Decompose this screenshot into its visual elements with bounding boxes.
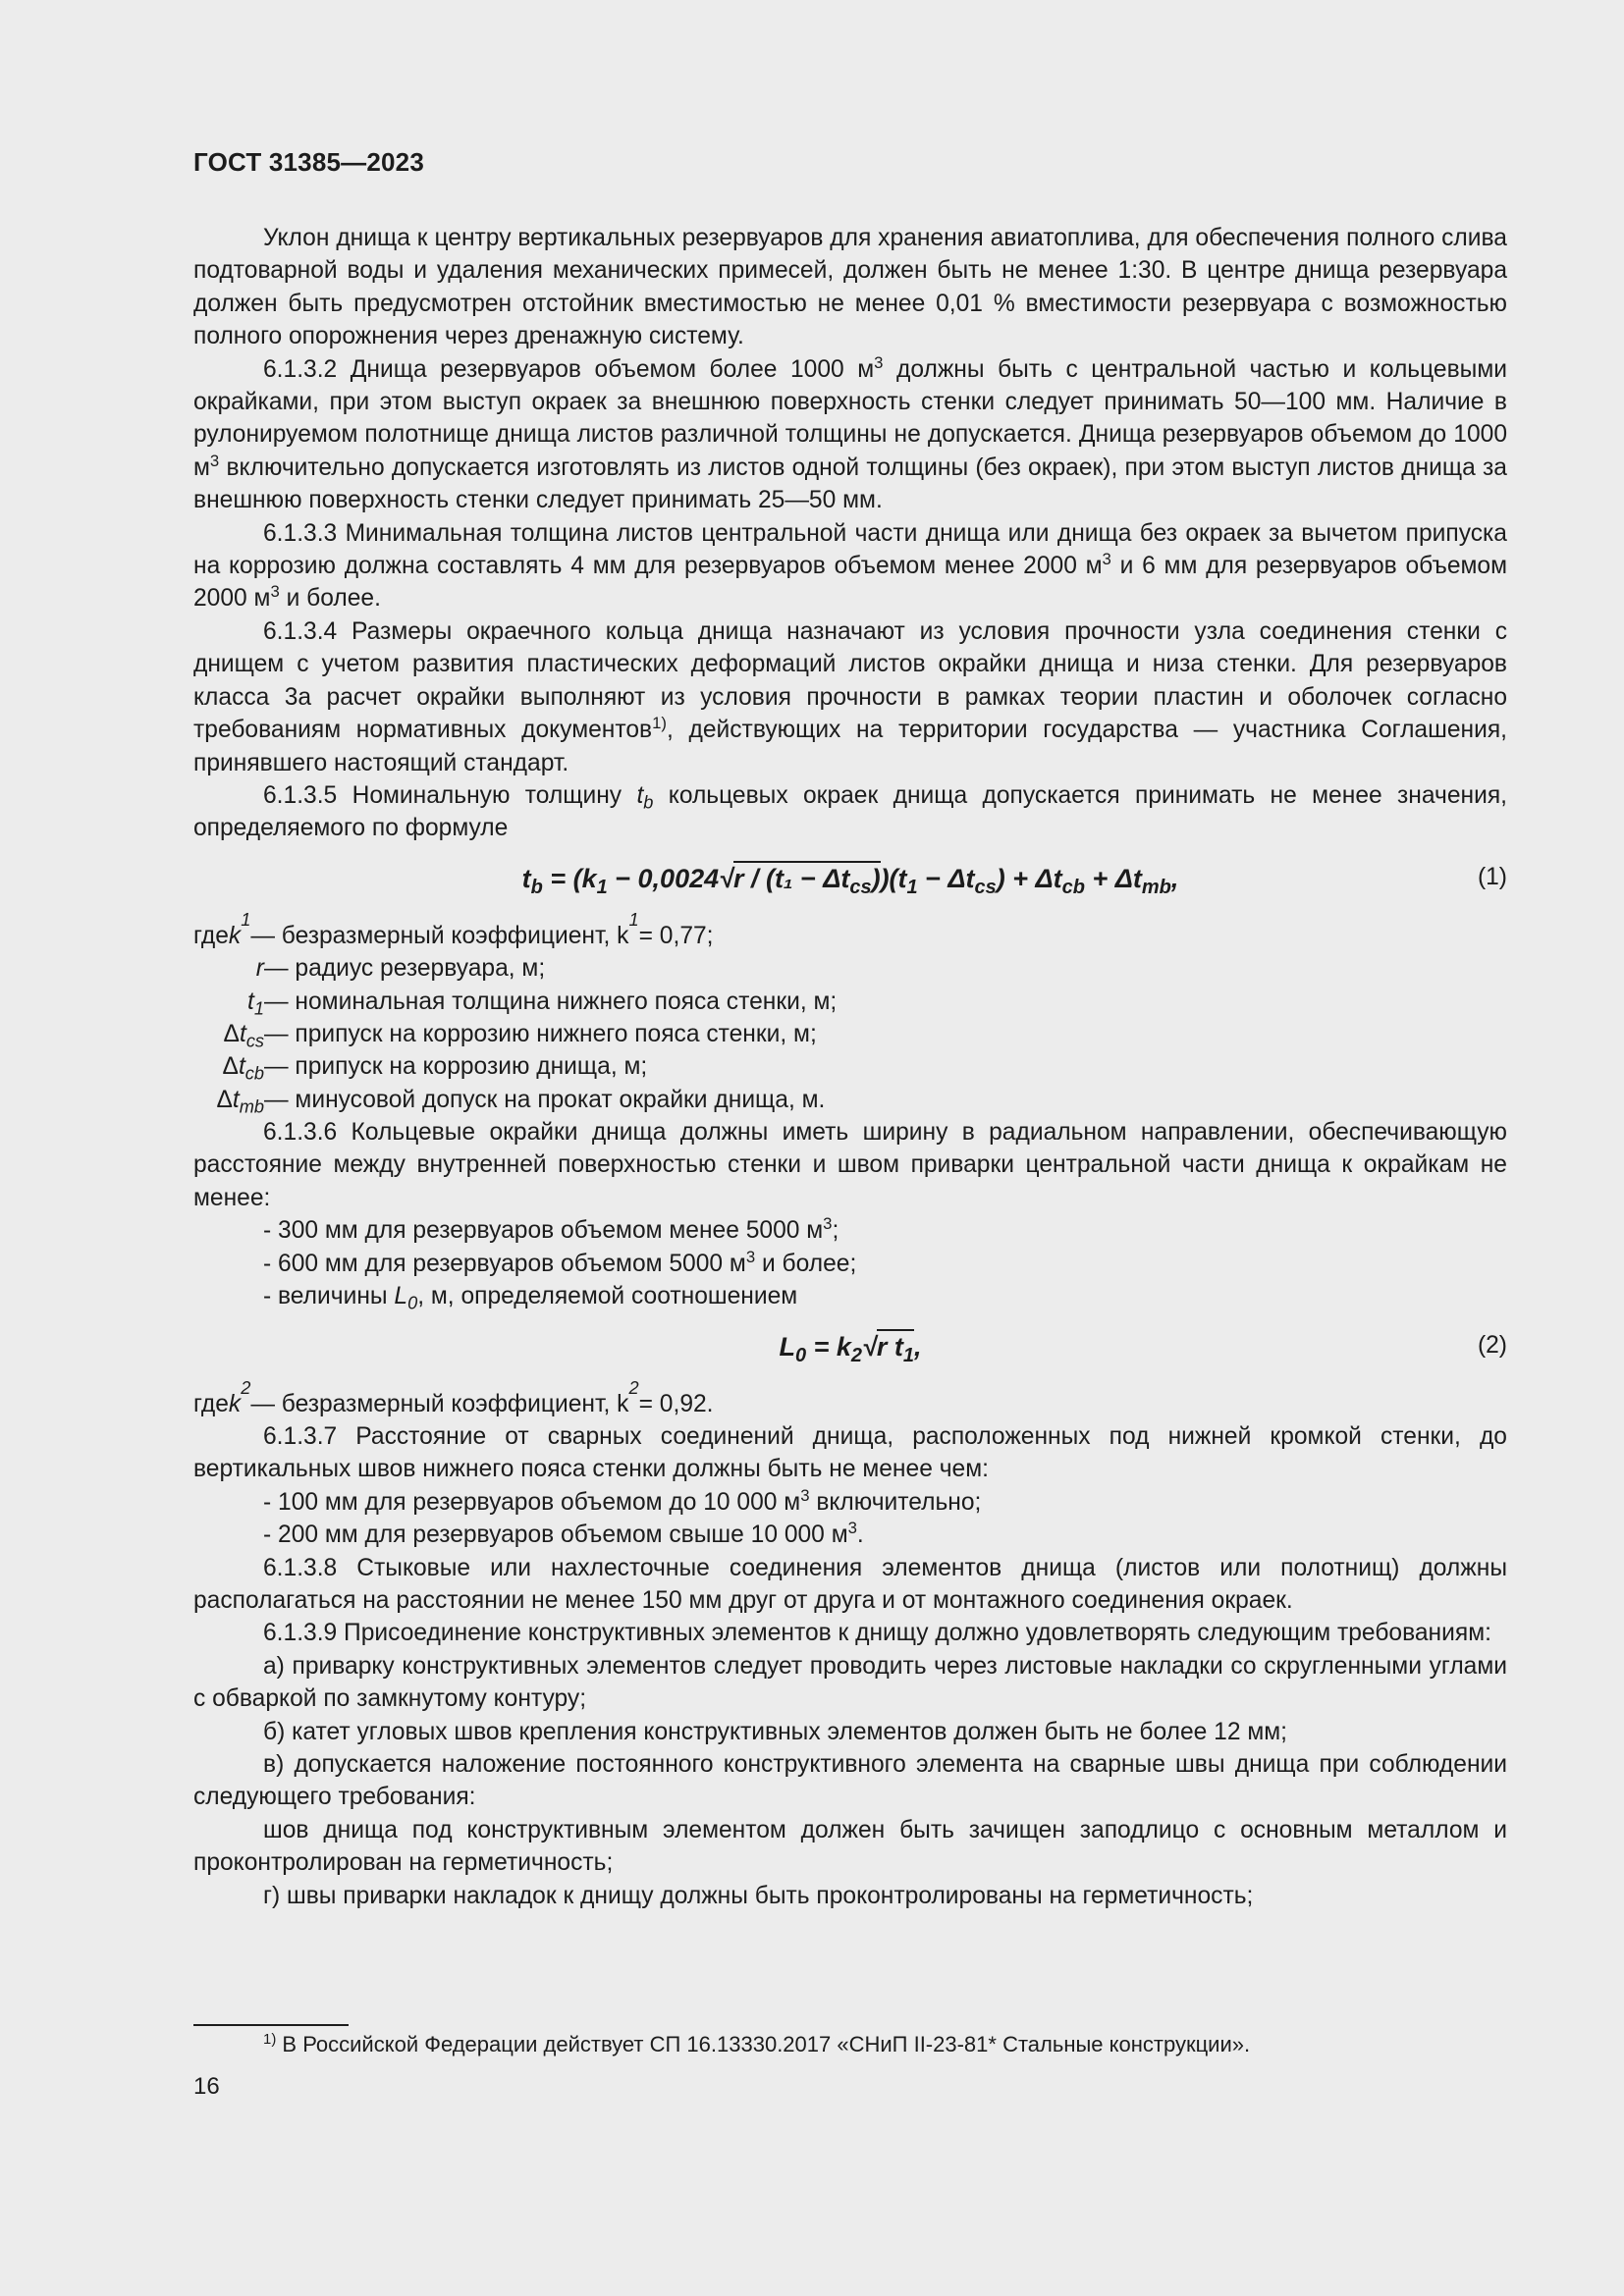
list-item: - 300 мм для резервуаров объемом менее 5000 $м^3$;: [263, 1214, 839, 1245]
footnote: $^{1)}$ В Российской Федерации действует СП 16.13330.2017 «СНиП II-23-81* Стальные конструкции».: [263, 2030, 1251, 2056]
formula-2: [193, 1325, 1507, 1378]
footnote-divider: [193, 2024, 349, 2026]
sqrt-bar: r $t_1$: [877, 1329, 914, 1362]
paragraph-6-1-3-2: 6.1.3.2 Днища резервуаров объемом более 1000 $м^3$ должны быть с центральной частью и кольцевыми окрайками, при этом выступ окраек за внешнюю поверхность стенки следует принимать 50—100 мм. Наличие в рулонируемом полотнище днища листов различной толщины не допускается. Днища резервуаров объемом до 1000 $м^3$ включительно допускается изготовлять из листов одной толщины (без окраек), при этом выступ листов днища за внешнюю поверхность стенки следует принимать 25—50 мм.: [193, 352, 1507, 514]
list-item-a: а) приварку конструктивных элементов следует проводить через листовые накладки со скругленными углами с обваркой по замкнутому контуру;: [193, 1652, 1507, 1713]
formula-2-number: (2): [1477, 1331, 1507, 1359]
paragraph-6-1-3-7: 6.1.3.7 Расстояние от сварных соединений днища, расположенных под нижней кромкой стенки, до вертикальных швов нижнего пояса стенки должны быть не менее чем:: [193, 1422, 1507, 1483]
sqrt-bar: $r / (t_1 - \Delta t_{cs})$: [733, 861, 881, 893]
variable-row: r — радиус резервуара, м;: [255, 955, 546, 983]
list-item: - 600 мм для резервуаров объемом 5000 $м^3$ и более;: [263, 1247, 857, 1277]
paragraph-6-1-3-9: 6.1.3.9 Присоединение конструктивных элементов к днищу должно удовлетворять следующим требованиям:: [263, 1620, 1491, 1647]
paragraph-slope: Уклон днища к центру вертикальных резервуаров для хранения авиатоплива, для обеспечения полного слива подтоварной воды и удаления механических примесей, должен быть не менее 1:30. В центре днища резервуара должен быть предусмотрен отстойник вместимостью не менее 0,01 % вместимости резервуара с возможностью полного опорожнения через дренажную систему.: [193, 225, 1507, 350]
formula-2-expression: $L_0 = k_2√r$ $t_1$,: [193, 1331, 1507, 1363]
document-code-header: ГОСТ 31385—2023: [193, 147, 424, 177]
list-item-b: б) катет угловых швов крепления конструктивных элементов должен быть не более 12 мм;: [263, 1718, 1287, 1745]
paragraph-6-1-3-4: 6.1.3.4 Размеры окраечного кольца днища назначают из условия прочности узла соединения стенки с днищем с учетом развития пластических деформаций листов окрайки днища и низа стенки. Для резервуаров класса 3а расчет окрайки выполняют из условия прочности в рамках теории пластин и оболочек согласно требованиям нормативных документов$^{1)}$, действующих на территории государства — участника Соглашения, принявшего настоящий стандарт.: [193, 617, 1507, 776]
variable-row: $\Delta t_{mb}$ — минусовой допуск на прокат окрайки днища, м.: [216, 1086, 826, 1117]
list-item: - 200 мм для резервуаров объемом свыше 10 000 $м^3$.: [263, 1518, 864, 1549]
paragraph-6-1-3-6: 6.1.3.6 Кольцевые окрайки днища должны иметь ширину в радиальном направлении, обеспечивающую расстояние между внутренней поверхностью стенки и швом приварки центральной части днища к окрайкам не менее:: [193, 1119, 1507, 1211]
list-item-v-detail: шов днища под конструктивным элементом должен быть зачищен заподлицо с основным металлом и проконтролирован на герметичность;: [193, 1816, 1507, 1877]
list-item: - величины $L_0$, м, определяемой соотношением: [263, 1283, 798, 1313]
paragraph-6-1-3-8: 6.1.3.8 Стыковые или нахлесточные соединения элементов днища (листов или полотнищ) должны располагаться на расстоянии не менее 150 мм друг от друга и от монтажного соединения окраек.: [193, 1554, 1507, 1614]
list-item-v: в) допускается наложение постоянного конструктивного элемента на сварные швы днища при соблюдении следующего требования:: [193, 1750, 1507, 1811]
main-content: [193, 222, 1507, 1912]
footnote-reference[interactable]: 1): [652, 713, 667, 732]
sqrt-sign: √: [719, 863, 733, 893]
variable-row: где k 1 — безразмерный коэффициент, k 1 = 0,77;: [193, 909, 714, 949]
variable-row: где k 2 — безразмерный коэффициент, k 2 = 0,92.: [193, 1377, 714, 1417]
formula-1-number: (1): [1477, 863, 1507, 890]
list-item: - 100 мм для резервуаров объемом до 10 000 $м^3$ включительно;: [263, 1485, 982, 1516]
formula-1-expression: $t_b = (k_1 - 0,0024√r / (t_1 - \Delta t_{cs}))(t_1 - \Delta t_{cs}) + \Delta t_{cb} + \Delta t_{mb}$,: [193, 863, 1507, 895]
variables-list-1: [193, 909, 1507, 1117]
formula-1: [193, 857, 1507, 910]
footnote-mark: 1): [263, 2030, 277, 2048]
list-item-g: г) швы приварки накладок к днищу должны быть проконтролированы на герметичность;: [263, 1882, 1254, 1909]
paragraph-6-1-3-5: 6.1.3.5 Номинальную толщину $t_b$ кольцевых окраек днища допускается принимать не менее значения, определяемого по формуле: [193, 781, 1507, 842]
page-number: 16: [193, 2073, 220, 2100]
variable-row: $\Delta t_{cs}$ — припуск на коррозию нижнего пояса стенки, м;: [223, 1020, 817, 1051]
paragraph-6-1-3-3: 6.1.3.3 Минимальная толщина листов центральной части днища или днища без окраек за вычетом припуска на коррозию должна составлять 4 мм для резервуаров объемом менее 2000 $м^3$ и 6 мм для резервуаров объемом 2000 $м^3$ и более.: [193, 519, 1507, 613]
variable-row: $t_1$ — номинальная толщина нижнего пояса стенки, м;: [247, 988, 838, 1018]
sqrt-sign: √: [862, 1331, 877, 1362]
variable-row: $\Delta t_{cb}$ — припуск на коррозию днища, м;: [222, 1053, 648, 1084]
